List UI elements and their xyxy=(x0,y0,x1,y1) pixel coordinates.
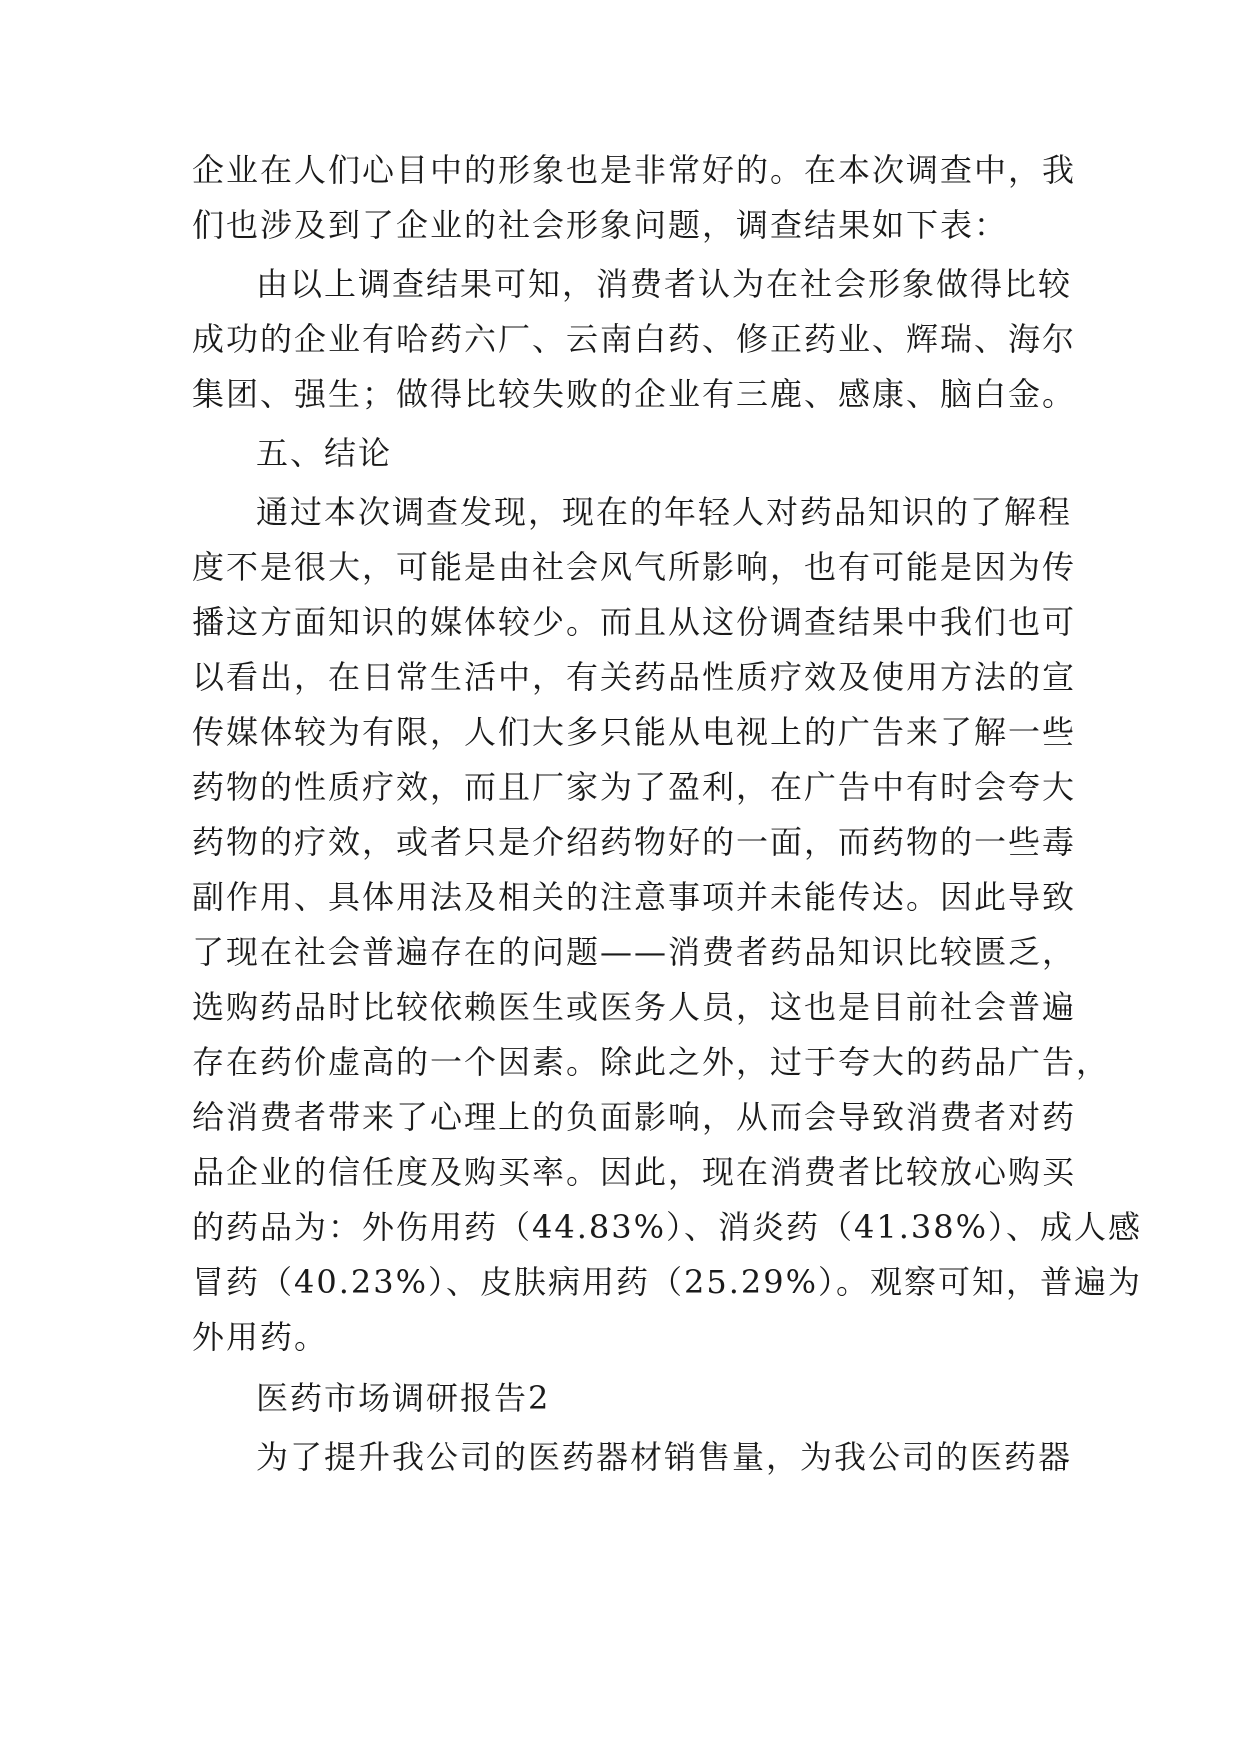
paragraph-line: 外用药。 xyxy=(192,1318,329,1356)
paragraph-line: 企业在人们心目中的形象也是非常好的。在本次调查中，我 xyxy=(192,151,1077,189)
paragraph-line: 集团、强生；做得比较失败的企业有三鹿、感康、脑白金。 xyxy=(192,375,1077,413)
paragraph-line: 成功的企业有哈药六厂、云南白药、修正药业、辉瑞、海尔 xyxy=(192,320,1077,358)
paragraph-line: 药物的疗效，或者只是介绍药物好的一面，而药物的一些毒 xyxy=(192,823,1077,861)
paragraph-line: 们也涉及到了企业的社会形象问题，调查结果如下表： xyxy=(192,206,1009,244)
paragraph-line: 由以上调查结果可知，消费者认为在社会形象做得比较 xyxy=(256,265,1073,303)
paragraph-line: 选购药品时比较依赖医生或医务人员，这也是目前社会普遍 xyxy=(192,988,1077,1026)
paragraph-line: 存在药价虚高的一个因素。除此之外，过于夸大的药品广告， xyxy=(192,1043,1111,1081)
paragraph-line: 品企业的信任度及购买率。因此，现在消费者比较放心购买 xyxy=(192,1153,1077,1191)
paragraph-line: 的药品为：外伤用药（44.83%）、消炎药（41.38%）、成人感 xyxy=(192,1208,1143,1246)
paragraph-line: 冒药（40.23%）、皮肤病用药（25.29%）。观察可知，普遍为 xyxy=(192,1263,1143,1301)
paragraph-line: 给消费者带来了心理上的负面影响，从而会导致消费者对药 xyxy=(192,1098,1077,1136)
section-heading: 医药市场调研报告2 xyxy=(256,1379,551,1417)
paragraph-line: 度不是很大，可能是由社会风气所影响，也有可能是因为传 xyxy=(192,548,1077,586)
paragraph-line: 传媒体较为有限，人们大多只能从电视上的广告来了解一些 xyxy=(192,713,1077,751)
paragraph-line: 以看出，在日常生活中，有关药品性质疗效及使用方法的宣 xyxy=(192,658,1077,696)
paragraph-line: 播这方面知识的媒体较少。而且从这份调查结果中我们也可 xyxy=(192,603,1077,641)
paragraph-line: 为了提升我公司的医药器材销售量，为我公司的医药器 xyxy=(256,1438,1073,1476)
paragraph-line: 通过本次调查发现，现在的年轻人对药品知识的了解程 xyxy=(256,493,1073,531)
paragraph-line: 了现在社会普遍存在的问题——消费者药品知识比较匮乏， xyxy=(192,933,1077,971)
paragraph-line: 药物的性质疗效，而且厂家为了盈利，在广告中有时会夸大 xyxy=(192,768,1077,806)
paragraph-line: 副作用、具体用法及相关的注意事项并未能传达。因此导致 xyxy=(192,878,1077,916)
section-heading: 五、结论 xyxy=(256,434,393,472)
